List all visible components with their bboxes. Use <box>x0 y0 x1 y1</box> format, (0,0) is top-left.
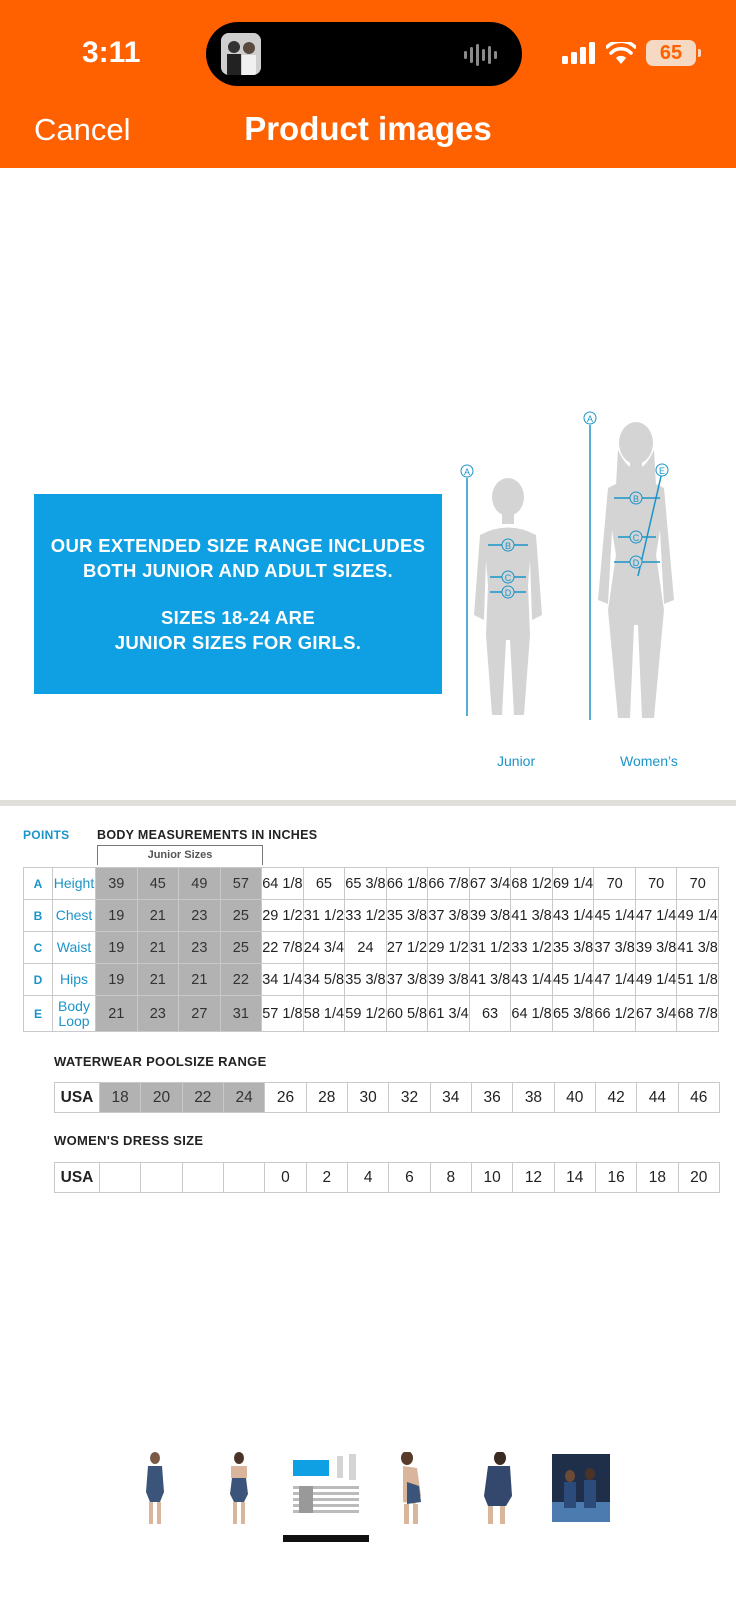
measurement-row <box>24 932 719 964</box>
cellular-signal-icon <box>562 42 596 64</box>
women-marker-c: C <box>632 533 640 543</box>
dress-size-cell: 16 <box>595 1163 636 1193</box>
measurement-value: 57 1/8 <box>262 996 304 1032</box>
points-label: POINTS <box>23 828 70 842</box>
battery-indicator: 65 <box>646 40 696 66</box>
measurement-value: 24 <box>345 932 387 964</box>
measurement-value: 21 <box>137 900 179 932</box>
waterwear-size-cell: 34 <box>430 1083 471 1113</box>
measurement-value: 25 <box>220 900 262 932</box>
waterwear-size-cell: 46 <box>678 1083 719 1113</box>
point-letter: D <box>24 964 53 996</box>
point-letter: C <box>24 932 53 964</box>
junior-sizes-bracket: Junior Sizes <box>97 845 263 865</box>
dress-size-cell: 2 <box>306 1163 347 1193</box>
measurement-value: 33 1/2 <box>511 932 553 964</box>
measurement-value: 35 3/8 <box>345 964 387 996</box>
waterwear-size-cell: 36 <box>471 1083 512 1113</box>
body-measurements-table <box>23 867 719 1032</box>
dress-size-cell: 20 <box>678 1163 719 1193</box>
waterwear-size-cell: 44 <box>637 1083 678 1113</box>
junior-label: Junior <box>497 753 536 769</box>
point-letter: B <box>24 900 53 932</box>
dress-size-cell: 18 <box>637 1163 678 1193</box>
waterwear-country-label: USA <box>55 1083 100 1113</box>
dress-size-title: WOMEN'S DRESS SIZE <box>54 1133 204 1148</box>
measurement-row <box>24 868 719 900</box>
measurement-value: 43 1/4 <box>552 900 594 932</box>
selected-thumbnail-indicator <box>283 1535 369 1542</box>
measurement-value: 41 3/8 <box>469 964 511 996</box>
waterwear-size-cell: 40 <box>554 1083 595 1113</box>
measurement-value: 67 3/4 <box>635 996 677 1032</box>
measurement-value: 66 1/2 <box>594 996 636 1032</box>
dress-size-cell: 8 <box>430 1163 471 1193</box>
measurement-name: Chest <box>53 900 96 932</box>
measurement-value: 21 <box>137 964 179 996</box>
measurement-value: 31 <box>220 996 262 1032</box>
measurement-value: 21 <box>179 964 221 996</box>
measurement-value: 70 <box>677 868 719 900</box>
women-label: Women’s <box>620 753 678 769</box>
measurement-value: 70 <box>635 868 677 900</box>
measurement-value: 68 7/8 <box>677 996 719 1032</box>
nav-header <box>0 0 736 168</box>
measurement-value: 61 3/4 <box>428 996 470 1032</box>
measurement-value: 39 3/8 <box>428 964 470 996</box>
dress-size-cell: 4 <box>347 1163 388 1193</box>
waterwear-size-cell: 28 <box>306 1083 347 1113</box>
measurement-value: 27 <box>179 996 221 1032</box>
measurement-value: 19 <box>96 932 138 964</box>
measurement-value: 68 1/2 <box>511 868 553 900</box>
thumbnail-swimsuit-back[interactable] <box>224 1452 254 1524</box>
point-letter: E <box>24 996 53 1032</box>
measurement-name: Height <box>53 868 96 900</box>
body-silhouettes-illustration <box>460 410 730 790</box>
measurement-figures <box>460 410 730 790</box>
thumbnail-swimsuit-pool-group[interactable] <box>552 1452 610 1524</box>
measurement-value: 65 3/8 <box>345 868 387 900</box>
measurement-value: 35 3/8 <box>386 900 428 932</box>
junior-marker-c: C <box>504 573 512 583</box>
point-letter: A <box>24 868 53 900</box>
measurement-value: 39 3/8 <box>635 932 677 964</box>
waterwear-size-table <box>54 1082 720 1113</box>
body-measurements-title: BODY MEASUREMENTS IN INCHES <box>97 828 318 842</box>
measurement-value: 66 7/8 <box>428 868 470 900</box>
status-icons <box>562 40 696 66</box>
junior-marker-b: B <box>504 541 512 551</box>
wifi-icon <box>606 42 636 64</box>
thumbnail-strip <box>0 1452 736 1542</box>
measurement-value: 65 <box>303 868 345 900</box>
women-marker-b: B <box>632 494 640 504</box>
dress-size-cell <box>141 1163 182 1193</box>
measurement-value: 35 3/8 <box>552 932 594 964</box>
measurement-value: 27 1/2 <box>386 932 428 964</box>
measurement-value: 21 <box>96 996 138 1032</box>
junior-marker-a: A <box>463 467 471 477</box>
measurement-value: 41 3/8 <box>677 932 719 964</box>
banner-text-adult-junior: OUR EXTENDED SIZE RANGE INCLUDES BOTH JUNIOR AND ADULT SIZES. <box>50 535 426 581</box>
thumbnail-swimsuit-side[interactable] <box>393 1452 429 1524</box>
thumbnail-swimsuit-front[interactable] <box>140 1452 170 1524</box>
dress-size-cell <box>223 1163 264 1193</box>
waterwear-size-cell: 30 <box>347 1083 388 1113</box>
page-title: Product images <box>244 110 492 147</box>
measurement-value: 60 5/8 <box>386 996 428 1032</box>
waterwear-size-cell: 32 <box>389 1083 430 1113</box>
measurement-value: 19 <box>96 900 138 932</box>
women-marker-d: D <box>632 558 640 568</box>
measurement-value: 34 5/8 <box>303 964 345 996</box>
dress-size-cell: 12 <box>513 1163 554 1193</box>
dress-country-label: USA <box>55 1163 100 1193</box>
measurement-value: 64 1/8 <box>511 996 553 1032</box>
measurement-value: 45 1/4 <box>594 900 636 932</box>
image-divider <box>0 800 736 806</box>
measurement-value: 41 3/8 <box>511 900 553 932</box>
waterwear-size-cell: 24 <box>223 1083 264 1113</box>
measurement-value: 66 1/8 <box>386 868 428 900</box>
waterwear-size-cell: 38 <box>513 1083 554 1113</box>
measurement-value: 47 1/4 <box>594 964 636 996</box>
dress-size-cell: 6 <box>389 1163 430 1193</box>
measurement-value: 21 <box>137 932 179 964</box>
audio-waveform-icon <box>464 44 500 66</box>
measurement-value: 31 1/2 <box>469 932 511 964</box>
measurement-value: 22 7/8 <box>262 932 304 964</box>
waterwear-size-cell: 42 <box>595 1083 636 1113</box>
measurement-value: 45 1/4 <box>552 964 594 996</box>
measurement-value: 49 1/4 <box>635 964 677 996</box>
status-time: 3:11 <box>82 36 141 69</box>
now-playing-artwork <box>221 33 261 75</box>
measurement-value: 23 <box>179 932 221 964</box>
dress-size-cell <box>182 1163 223 1193</box>
measurement-value: 47 1/4 <box>635 900 677 932</box>
measurement-value: 23 <box>179 900 221 932</box>
measurement-value: 67 3/4 <box>469 868 511 900</box>
measurement-value: 70 <box>594 868 636 900</box>
measurement-value: 49 <box>179 868 221 900</box>
waterwear-size-cell: 18 <box>100 1083 141 1113</box>
measurement-value: 37 3/8 <box>386 964 428 996</box>
junior-marker-d: D <box>504 588 512 598</box>
measurement-name: Body Loop <box>53 996 96 1032</box>
women-marker-e: E <box>658 466 666 476</box>
banner-text-junior-sizes: SIZES 18-24 ARE JUNIOR SIZES FOR GIRLS. <box>114 607 362 653</box>
waterwear-size-cell: 22 <box>182 1083 223 1113</box>
measurement-value: 69 1/4 <box>552 868 594 900</box>
dress-size-cell <box>100 1163 141 1193</box>
waterwear-size-cell: 26 <box>265 1083 306 1113</box>
measurement-value: 63 <box>469 996 511 1032</box>
measurement-value: 43 1/4 <box>511 964 553 996</box>
measurement-value: 31 1/2 <box>303 900 345 932</box>
measurement-value: 19 <box>96 964 138 996</box>
measurement-value: 23 <box>137 996 179 1032</box>
dress-size-cell: 10 <box>471 1163 512 1193</box>
measurement-value: 22 <box>220 964 262 996</box>
measurement-value: 25 <box>220 932 262 964</box>
thumbnail-swimsuit-model[interactable] <box>476 1452 518 1524</box>
measurement-value: 57 <box>220 868 262 900</box>
measurement-value: 45 <box>137 868 179 900</box>
measurement-value: 33 1/2 <box>345 900 387 932</box>
thumbnail-size-chart[interactable] <box>289 1452 363 1524</box>
measurement-value: 59 1/2 <box>345 996 387 1032</box>
measurement-row <box>24 996 719 1032</box>
measurement-value: 29 1/2 <box>262 900 304 932</box>
dress-size-cell: 0 <box>265 1163 306 1193</box>
measurement-value: 39 3/8 <box>469 900 511 932</box>
measurement-value: 29 1/2 <box>428 932 470 964</box>
dress-size-cell: 14 <box>554 1163 595 1193</box>
measurement-value: 24 3/4 <box>303 932 345 964</box>
measurement-value: 58 1/4 <box>303 996 345 1032</box>
size-range-banner <box>34 494 442 694</box>
measurement-name: Waist <box>53 932 96 964</box>
measurement-row <box>24 964 719 996</box>
women-marker-a: A <box>586 414 594 424</box>
waterwear-title: WATERWEAR POOLSIZE RANGE <box>54 1054 267 1069</box>
measurement-name: Hips <box>53 964 96 996</box>
cancel-button[interactable]: Cancel <box>34 112 131 147</box>
measurement-value: 37 3/8 <box>594 932 636 964</box>
measurement-value: 49 1/4 <box>677 900 719 932</box>
measurement-value: 65 3/8 <box>552 996 594 1032</box>
measurement-value: 51 1/8 <box>677 964 719 996</box>
measurement-row <box>24 900 719 932</box>
measurement-value: 39 <box>96 868 138 900</box>
dynamic-island <box>206 22 522 86</box>
measurement-value: 34 1/4 <box>262 964 304 996</box>
dress-size-table <box>54 1162 720 1193</box>
measurement-value: 37 3/8 <box>428 900 470 932</box>
waterwear-size-cell: 20 <box>141 1083 182 1113</box>
measurement-value: 64 1/8 <box>262 868 304 900</box>
